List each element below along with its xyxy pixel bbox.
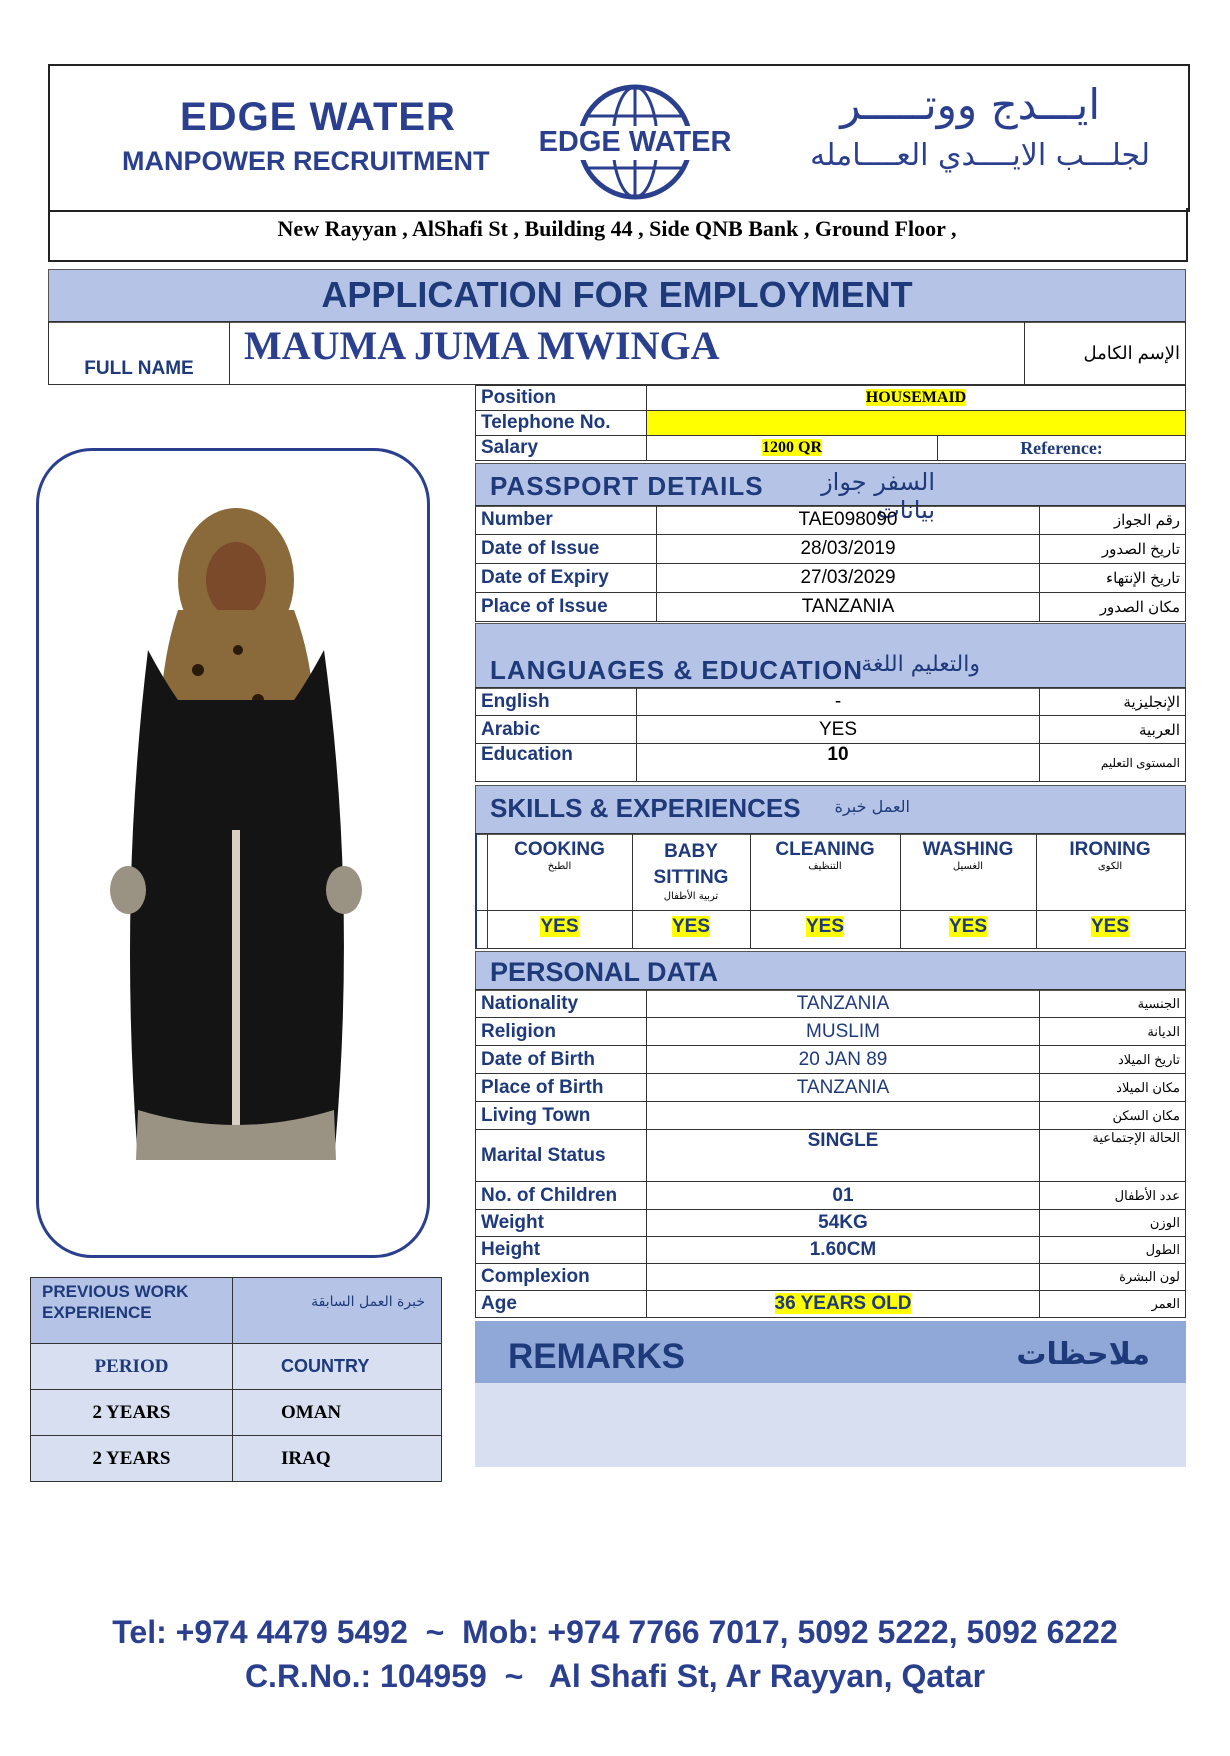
skill-cleaning-label: CLEANING <box>775 839 875 860</box>
place-of-issue-ar: مكان الصدور <box>1040 593 1186 622</box>
weight-value: 54KG <box>647 1210 1040 1237</box>
languages-title: LANGUAGES & EDUCATION <box>490 655 863 685</box>
telephone-value <box>647 411 1186 436</box>
religion-value: MUSLIM <box>647 1018 1040 1046</box>
skill-washing-ar: الغسيل <box>952 861 984 872</box>
children-value: 01 <box>647 1182 1040 1210</box>
reference-label: Reference: <box>938 436 1186 461</box>
footer-address: C.R.No.: 104959 ~ Al Shafi St, Ar Rayyan, Qatar <box>244 1658 986 1694</box>
skills-title: SKILLS & EXPERIENCES <box>490 793 801 823</box>
skill-washing-value: YES <box>948 916 988 937</box>
age-value: 36 YEARS OLD <box>774 1293 912 1314</box>
skill-cooking-label: COOKING <box>514 839 605 860</box>
full-name-label: FULL NAME <box>49 322 230 385</box>
issue-date-ar: تاريخ الصدور <box>1040 535 1186 564</box>
weight-ar: الوزن <box>1040 1210 1186 1237</box>
skill-ironing-ar: الكوى <box>1097 861 1123 872</box>
passport-title: PASSPORT DETAILS <box>490 471 764 501</box>
passport-title-ar: السفر جواز بيانات <box>821 468 935 524</box>
age-ar: العمر <box>1040 1291 1186 1318</box>
brand-en-line2: MANPOWER RECRUITMENT <box>122 146 490 176</box>
work-experience-title: PREVIOUS WORK EXPERIENCE <box>31 1278 233 1344</box>
nationality-label: Nationality <box>476 990 647 1018</box>
applicant-photo <box>108 500 364 1200</box>
nationality-value: TANZANIA <box>647 990 1040 1018</box>
height-ar: الطول <box>1040 1237 1186 1264</box>
living-town-value <box>647 1102 1040 1130</box>
religion-label: Religion <box>476 1018 647 1046</box>
height-label: Height <box>476 1237 647 1264</box>
dob-value: 20 JAN 89 <box>647 1046 1040 1074</box>
brand-ar-line2: لجلـــب الايــــدي العــــامله <box>810 138 1150 173</box>
personal-table <box>475 989 1186 1318</box>
work-row-1-country: OMAN <box>233 1390 442 1436</box>
issue-date-label: Date of Issue <box>476 535 657 564</box>
remarks-body <box>475 1383 1186 1467</box>
place-of-birth-value: TANZANIA <box>647 1074 1040 1102</box>
arabic-label: Arabic <box>476 716 637 744</box>
skill-ironing-label: IRONING <box>1069 839 1151 860</box>
work-row-1-period: 2 YEARS <box>31 1390 233 1436</box>
passport-table <box>475 505 1186 622</box>
languages-table <box>475 687 1186 782</box>
skill-cooking <box>487 834 633 948</box>
telephone-label: Telephone No. <box>476 411 647 436</box>
arabic-value: YES <box>637 716 1040 744</box>
height-value: 1.60CM <box>647 1237 1040 1264</box>
personal-title: PERSONAL DATA <box>490 957 719 987</box>
job-table <box>475 385 1186 461</box>
skill-cleaning-value: YES <box>805 916 845 937</box>
children-label: No. of Children <box>476 1182 647 1210</box>
brand-ar-line1: ايـــدج ووتـــــر <box>840 80 1100 129</box>
complexion-value <box>647 1264 1040 1291</box>
address-text: New Rayyan , AlShafi St , Building 44 , Side QNB Bank , Ground Floor , <box>277 216 957 241</box>
form-title: APPLICATION FOR EMPLOYMENT <box>321 274 913 315</box>
skill-baby-sitting <box>632 834 751 948</box>
place-of-birth-ar: مكان الميلاد <box>1040 1074 1186 1102</box>
position-label: Position <box>476 386 647 411</box>
full-name-value: MAUMA JUMA MWINGA <box>230 322 1025 385</box>
issue-date-value: 28/03/2019 <box>657 535 1040 564</box>
skills-title-ar: العمل خبرة <box>834 797 910 816</box>
languages-title-ar: والتعليم اللغة <box>861 652 980 677</box>
full-name-label-ar: الإسم الكامل <box>1025 322 1186 385</box>
passport-number-label: Number <box>476 506 657 535</box>
complexion-ar: لون البشرة <box>1040 1264 1186 1291</box>
marital-status-ar: الحالة الإجتماعية <box>1040 1130 1186 1182</box>
logo-text: EDGE WATER <box>538 126 732 158</box>
skill-ironing-value: YES <box>1090 916 1130 937</box>
skill-washing-label: WASHING <box>922 839 1014 860</box>
place-of-issue-value: TANZANIA <box>657 593 1040 622</box>
religion-ar: الديانة <box>1040 1018 1186 1046</box>
expiry-date-value: 27/03/2029 <box>657 564 1040 593</box>
skill-cooking-ar: الطبخ <box>547 861 572 872</box>
position-value: HOUSEMAID <box>865 389 967 406</box>
salary-label: Salary <box>476 436 647 461</box>
period-header: PERIOD <box>31 1344 233 1390</box>
passport-number-value: TAE098090 <box>657 506 1040 535</box>
passport-number-ar: رقم الجواز <box>1040 506 1186 535</box>
remarks-title: REMARKS <box>508 1337 685 1376</box>
english-ar: الإنجليزية <box>1040 688 1186 716</box>
living-town-ar: مكان السكن <box>1040 1102 1186 1130</box>
work-row-2-period: 2 YEARS <box>31 1436 233 1482</box>
age-label: Age <box>476 1291 647 1318</box>
remarks-title-ar: ملاحظات <box>1016 1337 1150 1372</box>
skill-washing <box>900 834 1037 948</box>
education-ar: المستوى التعليم <box>1040 744 1186 782</box>
full-name-table <box>48 321 1186 385</box>
english-label: English <box>476 688 637 716</box>
dob-label: Date of Birth <box>476 1046 647 1074</box>
skill-cleaning-ar: التنظيف <box>808 861 842 872</box>
skill-baby-sitting-value: YES <box>671 916 711 937</box>
marital-status-value: SINGLE <box>647 1130 1040 1182</box>
nationality-ar: الجنسية <box>1040 990 1186 1018</box>
salary-value: 1200 QR <box>762 439 822 456</box>
skill-cleaning <box>750 834 901 948</box>
place-of-issue-label: Place of Issue <box>476 593 657 622</box>
work-experience-title-ar: خبرة العمل السابقة <box>233 1278 442 1344</box>
complexion-label: Complexion <box>476 1264 647 1291</box>
arabic-ar: العربية <box>1040 716 1186 744</box>
country-header: COUNTRY <box>233 1344 442 1390</box>
weight-label: Weight <box>476 1210 647 1237</box>
education-label: Education <box>476 744 637 782</box>
dob-ar: تاريخ الميلاد <box>1040 1046 1186 1074</box>
skill-ironing <box>1036 834 1184 948</box>
english-value: - <box>637 688 1040 716</box>
skill-baby-sitting-label: BABY SITTING <box>653 841 729 888</box>
place-of-birth-label: Place of Birth <box>476 1074 647 1102</box>
skills-table <box>475 833 1186 949</box>
marital-status-label: Marital Status <box>476 1130 647 1182</box>
footer-contact: Tel: +974 4479 5492 ~ Mob: +974 7766 7017, 5092 5222, 5092 6222 <box>112 1614 1118 1650</box>
education-value: 10 <box>637 744 1040 782</box>
skill-baby-sitting-ar: تربية الأطفال <box>663 891 719 902</box>
children-ar: عدد الأطفال <box>1040 1182 1186 1210</box>
living-town-label: Living Town <box>476 1102 647 1130</box>
work-experience-table <box>30 1277 442 1482</box>
expiry-date-label: Date of Expiry <box>476 564 657 593</box>
brand-en-line1: EDGE WATER <box>180 95 456 139</box>
expiry-date-ar: تاريخ الإنتهاء <box>1040 564 1186 593</box>
work-row-2-country: IRAQ <box>233 1436 442 1482</box>
skill-cooking-value: YES <box>540 916 579 937</box>
